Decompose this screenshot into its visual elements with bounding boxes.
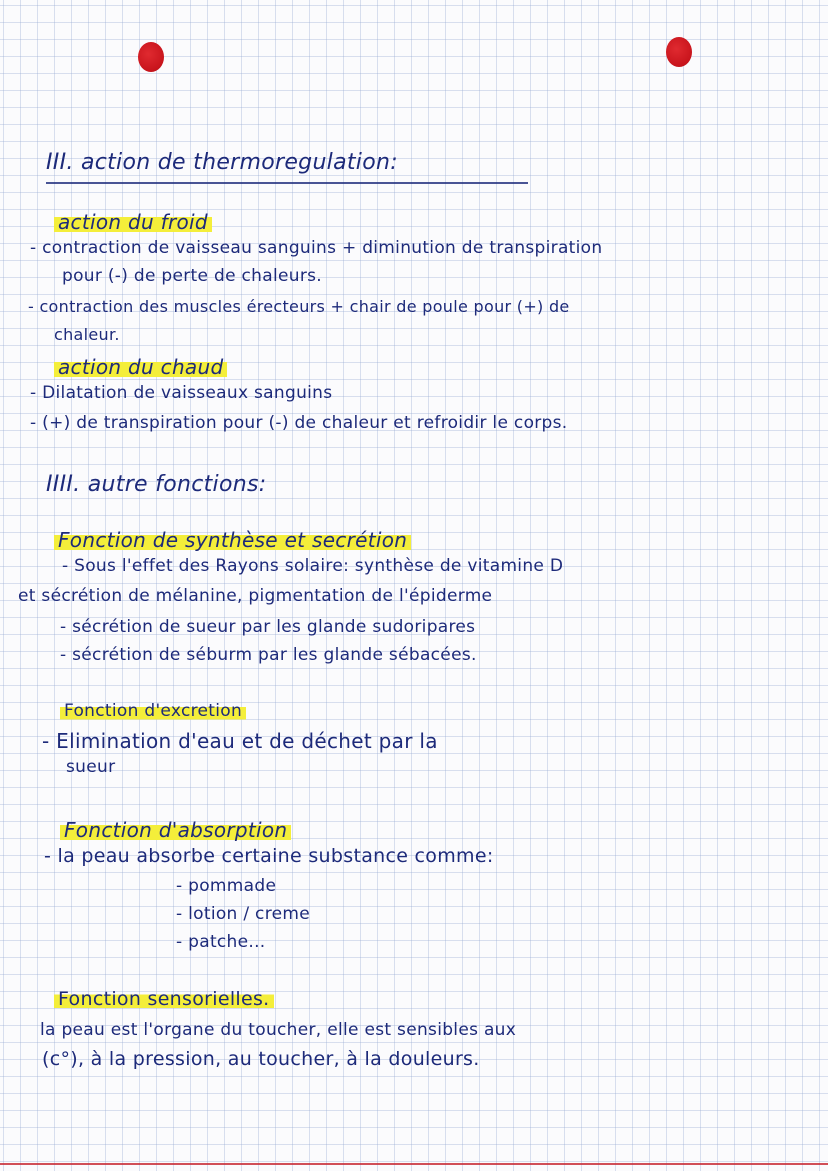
absorption-heading: Fonction d'absorption xyxy=(60,818,291,842)
binder-hole-left xyxy=(138,42,164,72)
absorption-line-3: - lotion / creme xyxy=(176,904,311,924)
absorption-line-2: - pommade xyxy=(176,876,277,896)
synthesis-line-4: - sécrétion de séburm par les glande sébacées. xyxy=(60,645,477,665)
absorption-line-4: - patche... xyxy=(176,932,266,952)
cold-line-3: - contraction des muscles érecteurs + chair de poule pour (+) de xyxy=(28,297,570,316)
section-4-title: IIII. autre fonctions: xyxy=(46,472,267,497)
sensory-line-1: la peau est l'organe du toucher, elle est sensibles aux xyxy=(40,1020,517,1040)
cold-line-4: chaleur. xyxy=(54,325,120,344)
cold-heading: action du froid xyxy=(54,210,212,234)
synthesis-line-1: - Sous l'effet des Rayons solaire: synthèse de vitamine D xyxy=(62,556,564,576)
hot-line-1: - Dilatation de vaisseaux sanguins xyxy=(30,383,333,403)
absorption-line-1: - la peau absorbe certaine substance comme: xyxy=(44,845,494,867)
synthesis-line-3: - sécrétion de sueur par les glande sudoripares xyxy=(60,617,476,637)
cold-line-2: pour (-) de perte de chaleurs. xyxy=(62,266,322,286)
section-3-title-underline xyxy=(46,182,528,184)
synthesis-line-2: et sécrétion de mélanine, pigmentation de l'épiderme xyxy=(18,586,493,606)
binder-hole-right xyxy=(666,37,692,67)
section-3-title: III. action de thermoregulation: xyxy=(46,150,398,175)
excretion-line-2: sueur xyxy=(66,757,116,777)
hot-line-2: - (+) de transpiration pour (-) de chaleur et refroidir le corps. xyxy=(30,413,568,433)
hot-heading: action du chaud xyxy=(54,355,227,379)
sensory-line-2: (c°), à la pression, au toucher, à la douleurs. xyxy=(42,1048,480,1070)
excretion-heading: Fonction d'excretion xyxy=(60,701,246,721)
synthesis-heading: Fonction de synthèse et secrétion xyxy=(54,528,411,552)
excretion-line-1: - Elimination d'eau et de déchet par la xyxy=(42,729,438,753)
sensory-heading: Fonction sensorielles. xyxy=(54,988,274,1010)
page-bottom-margin-line xyxy=(0,1163,828,1165)
cold-line-1: - contraction de vaisseau sanguins + diminution de transpiration xyxy=(30,238,603,258)
